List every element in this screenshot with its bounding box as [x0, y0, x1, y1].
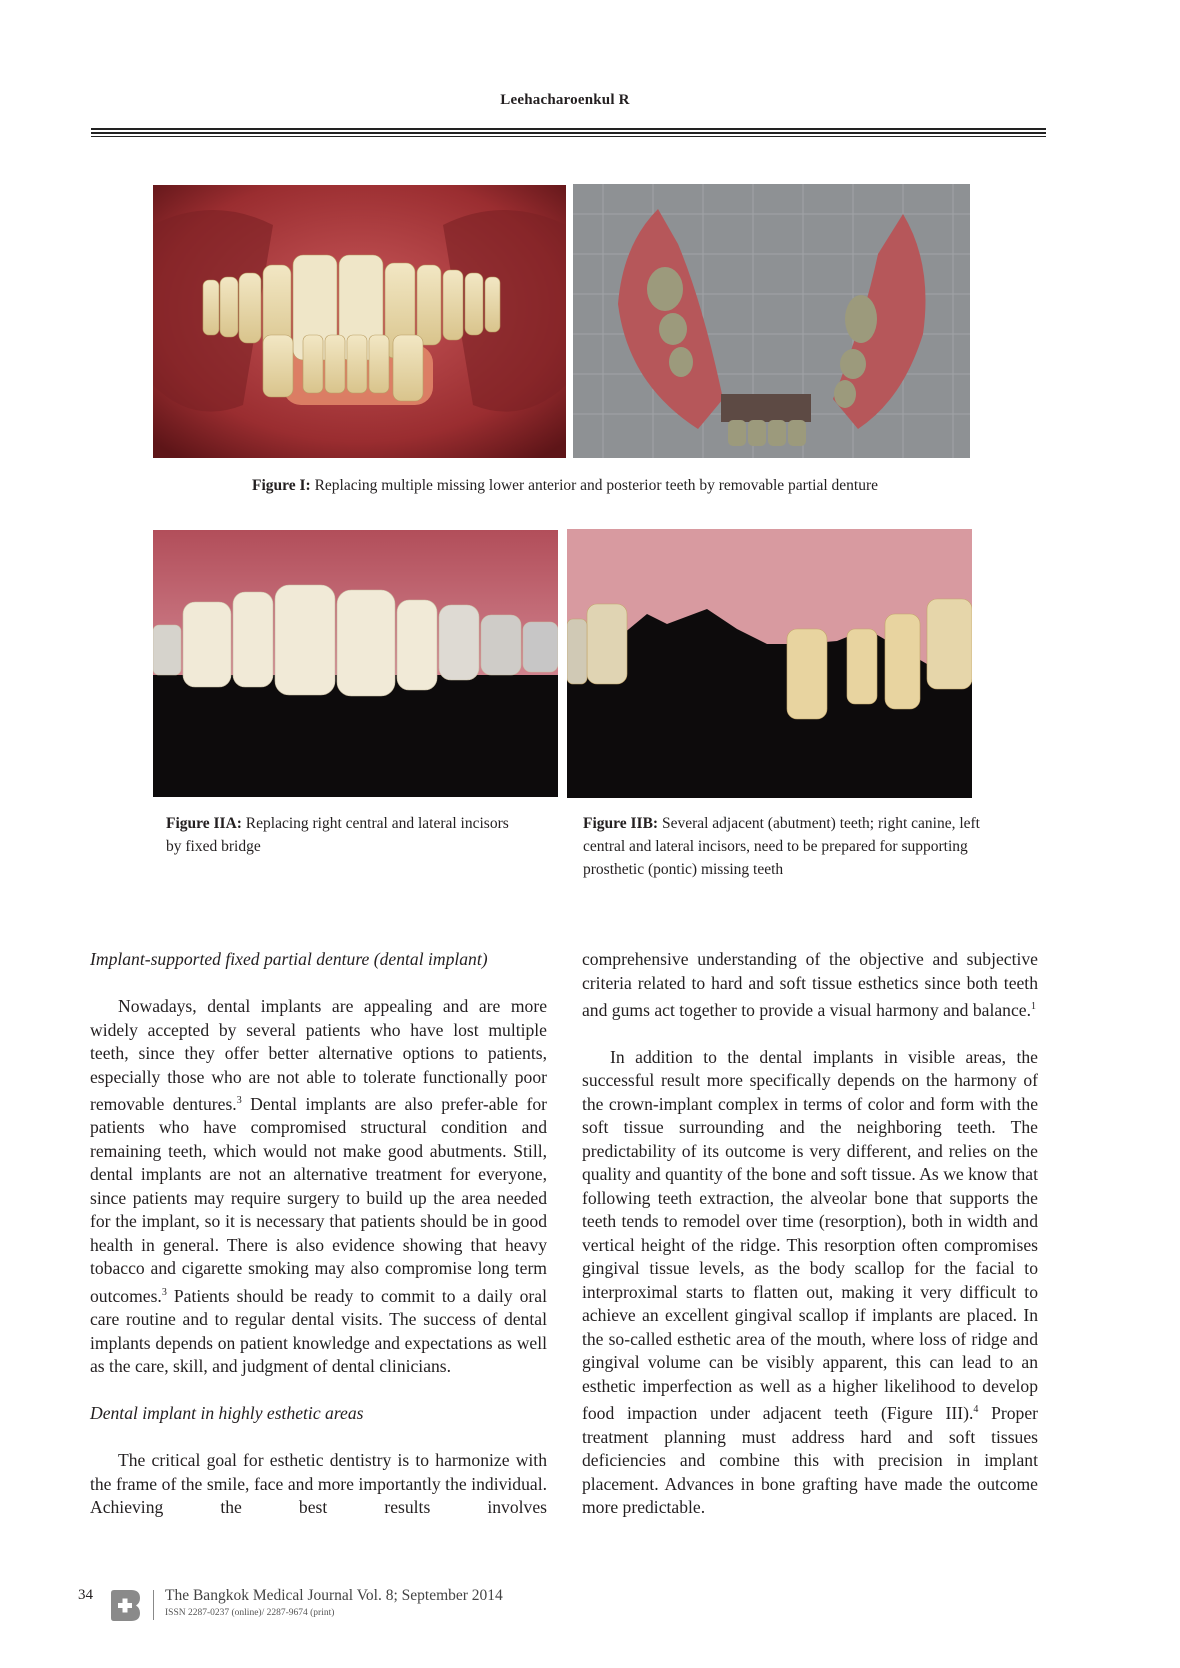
page-number: 34	[78, 1587, 93, 1603]
figure-2a-photo	[153, 530, 558, 797]
figure-2a-caption	[166, 812, 526, 858]
header-rule	[91, 128, 1046, 137]
paragraph-implants-nowadays: Nowadays, dental implants are appealing and are more widely accepted by several patients who have lost multiple teeth, since they offer better alternative options to patients, especially those who are not able to tolerate functionally poor removable dentures.$^3$ Dental implants are also prefer-able for patients who have compromised structural condition and remaining teeth, which would not make good abutments. Still, dental implants are not an alternative treatment for everyone, since patients may require surgery to build up the area needed for the implant, so it is necessary that patients should be in good health in general. There is also evidence showing that heavy tobacco and cigarette smoking may also compromise long term outcomes.$^3$ Patients should be ready to commit to a daily oral care routine and to regular dental visits. The success of dental implants depends on patient knowledge and expectations as well as the care, skill, and judgment of dental clinicians.	[90, 996, 547, 1377]
figure-1-caption	[0, 474, 1130, 497]
figure-1-text: Replacing multiple missing lower anterior and posterior teeth by removable partial denture	[310, 477, 878, 494]
figure-2b-text: Several adjacent (abutment) teeth; right canine, left central and lateral incisors, need to be prepared for supporting prosthetic (pontic) missing teeth	[583, 815, 980, 878]
figure-2b-photo	[567, 529, 972, 798]
figure-2b-caption	[583, 812, 1003, 881]
right-column	[582, 948, 1038, 1520]
section-heading-esthetic-areas: Dental implant in highly esthetic areas	[90, 1403, 364, 1424]
paragraph-critical-goal: The critical goal for esthetic dentistry is to harmonize with the frame of the smile, face and more importantly the individual. Achieving the best results involves	[90, 1450, 547, 1518]
figure-2a-text: Replacing right central and lateral incisors by fixed bridge	[166, 815, 509, 855]
citation-1: 1	[1030, 1001, 1036, 1012]
section-heading-implant-supported: Implant-supported fixed partial denture (dental implant)	[90, 949, 488, 969]
figure-2a-label: Figure IIA:	[166, 815, 242, 832]
figure-1-label: Figure I:	[251, 477, 311, 494]
figure-1-photo-denture	[573, 184, 970, 458]
paragraph-comprehensive-understanding: comprehensive understanding of the objective and subjective criteria related to hard and soft tissue esthetics since both teeth and gums act together to provide a visual harmony and balance.$^1$	[582, 949, 1038, 1020]
citation-4: 4	[973, 1404, 979, 1416]
footer-divider	[153, 1590, 154, 1620]
left-column	[90, 948, 547, 1520]
citation-3: 3	[161, 1286, 167, 1298]
journal-title: The Bangkok Medical Journal Vol. 8; September 2014	[165, 1587, 503, 1604]
journal-logo-icon	[111, 1590, 140, 1621]
paragraph-visible-areas: In addition to the dental implants in visible areas, the successful result more specifically depends on the harmony of the crown-implant complex in terms of color and form with the soft tissue surrounding and the neighboring teeth. The predictability of its outcome is very different, and relies on the quality and quantity of the bone and soft tissue. As we know that following teeth extraction, the alveolar bone that supports the teeth tends to remodel over time (resorption), both in width and vertical height of the ridge. This resorption often compromises gingival tissue levels, as the body scallop for the facial to interproximal starts to flatten out, making it very difficult to achieve an excellent gingival scallop if implants are placed. In the so-called esthetic area of the mouth, where loss of ridge and gingival volume can be visibly apparent, this can lead to an esthetic imperfection as well as a higher likelihood to develop food impaction under adjacent teeth (Figure III).$^4$ Proper treatment planning must address hard and soft tissues deficiencies and combine this with precision in implant placement. Advances in bone grafting have made the outcome more predictable.	[582, 1046, 1038, 1518]
figure-2b-label: Figure IIB:	[583, 815, 659, 832]
running-head: Leehacharoenkul R	[500, 92, 630, 108]
citation-3: 3	[236, 1095, 242, 1106]
journal-issn: ISSN 2287-0237 (online)/ 2287-9674 (print)	[165, 1608, 335, 1618]
figure-1-photo-intraoral	[153, 185, 566, 458]
